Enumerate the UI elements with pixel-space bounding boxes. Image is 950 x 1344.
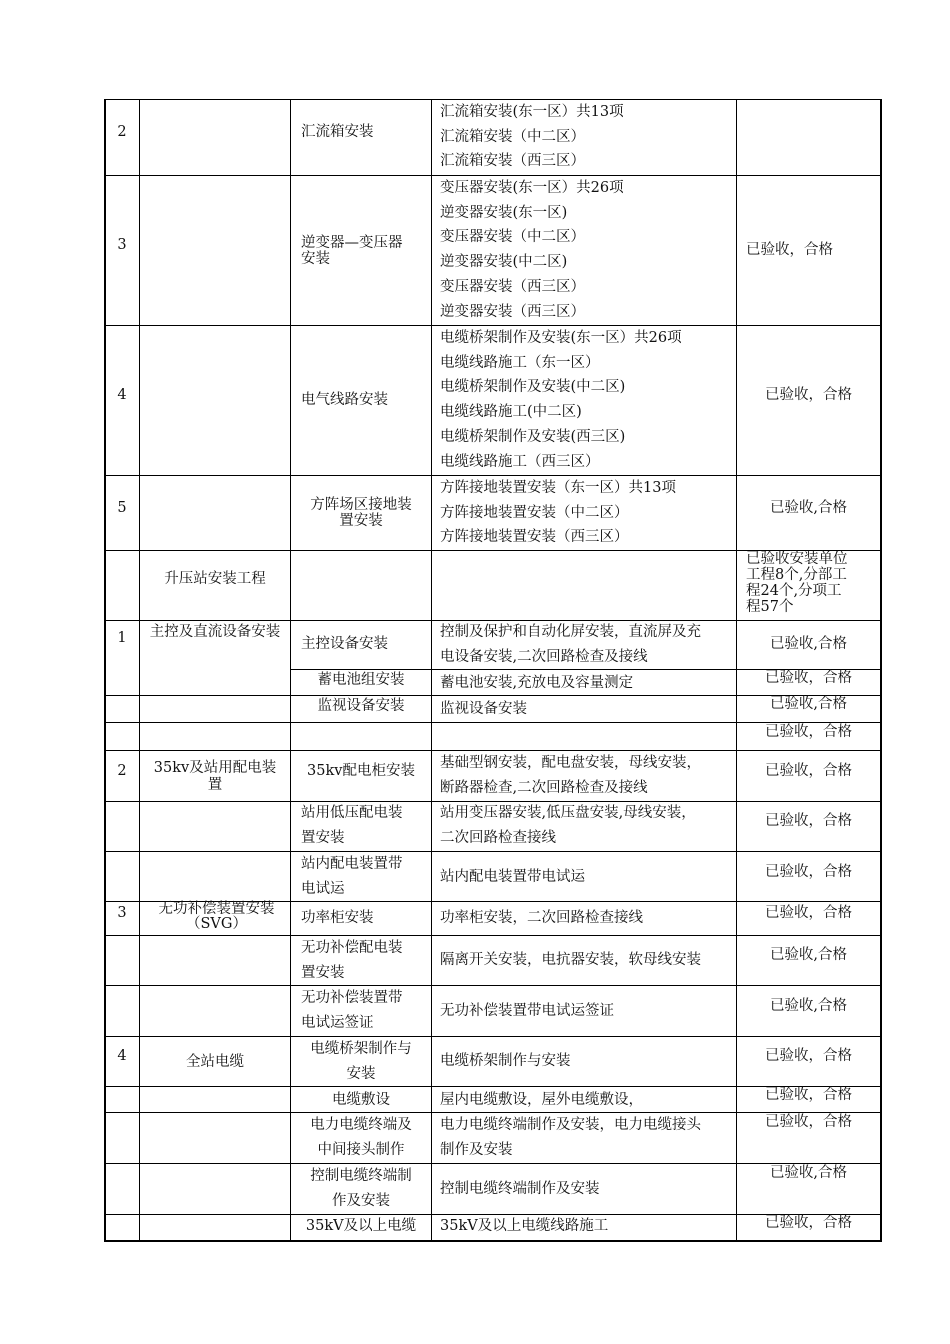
subitem-name: 35kV及以上电缆 bbox=[305, 1218, 417, 1234]
row-divider bbox=[104, 1036, 882, 1037]
item-category: 35kv及站用配电装置 bbox=[153, 760, 277, 793]
row-number: 4 bbox=[117, 387, 127, 403]
subitem-name: 站用低压配电装 置安装 bbox=[301, 805, 403, 846]
subitem-name: 电缆敷设 bbox=[332, 1092, 390, 1108]
acceptance-status: 已验收，合格 bbox=[765, 1087, 852, 1103]
item-content: 控制电缆终端制作及安装 bbox=[440, 1181, 600, 1197]
acceptance-status: 已验收,合格 bbox=[769, 947, 848, 963]
subitem-name: 无功补偿配电装 置安装 bbox=[301, 940, 403, 981]
subitem-name: 电力电缆终端及 中间接头制作 bbox=[310, 1117, 412, 1158]
subitem-name: 方阵场区接地装 置安装 bbox=[310, 497, 412, 529]
item-content: 电缆桥架制作及安装(东一区）共26项 电缆线路施工（东一区） 电缆桥架制作及安装(中二区) 电缆线路施工(中二区) 电缆桥架制作及安装(西三区) 电缆线路施工（西三区） bbox=[440, 330, 682, 470]
subitem-name: 逆变器—变压器 安装 bbox=[301, 235, 403, 267]
row-number: 4 bbox=[117, 1048, 127, 1064]
row-number: 3 bbox=[117, 905, 127, 921]
item-content: 电缆桥架制作与安装 bbox=[440, 1053, 571, 1069]
subitem-name: 汇流箱安装 bbox=[301, 124, 374, 140]
subitem-name: 功率柜安装 bbox=[301, 910, 374, 926]
subitem-name: 无功补偿装置带 电试运签证 bbox=[301, 990, 403, 1031]
row-divider bbox=[104, 985, 882, 986]
item-content: 蓄电池安装,充放电及容量测定 bbox=[440, 675, 634, 691]
item-content: 隔离开关安装，电抗器安装，软母线安装 bbox=[440, 952, 701, 968]
item-category: 主控及直流设备安装 bbox=[149, 624, 281, 640]
item-content: 监视设备安装 bbox=[440, 701, 527, 717]
acceptance-status: 已验收，合格 bbox=[765, 1114, 852, 1130]
row-number: 2 bbox=[117, 763, 127, 779]
acceptance-status: 已验收，合格 bbox=[765, 905, 852, 921]
subitem-name: 主控设备安装 bbox=[301, 636, 388, 652]
table-border-left bbox=[104, 99, 106, 1242]
item-category: 无功补偿装置安装（SVG） bbox=[158, 901, 275, 932]
acceptance-status: 已验收,合格 bbox=[769, 696, 848, 712]
acceptance-status: 已验收，合格 bbox=[765, 1048, 852, 1064]
subitem-name: 电缆桥架制作与 安装 bbox=[310, 1041, 412, 1082]
acceptance-status: 已验收，合格 bbox=[765, 670, 852, 686]
acceptance-status: 已验收，合格 bbox=[765, 724, 852, 740]
item-content: 汇流箱安装(东一区）共13项 汇流箱安装（中二区） 汇流箱安装（西三区） bbox=[440, 104, 624, 170]
row-divider bbox=[104, 851, 882, 852]
acceptance-status: 已验收，合格 bbox=[765, 763, 852, 779]
subitem-name: 控制电缆终端制 作及安装 bbox=[310, 1168, 412, 1209]
item-content: 功率柜安装，二次回路检查接线 bbox=[440, 910, 643, 926]
table-border-right bbox=[880, 99, 882, 1242]
acceptance-status: 已验收，合格 bbox=[765, 813, 852, 829]
item-content: 控制及保护和自动化屏安装，直流屏及充 电设备安装,二次回路检查及接线 bbox=[440, 624, 701, 665]
acceptance-status: 已验收,合格 bbox=[769, 500, 848, 516]
row-divider bbox=[104, 935, 882, 936]
row-number: 5 bbox=[117, 500, 127, 516]
acceptance-status: 已验收,合格 bbox=[769, 636, 848, 652]
acceptance-status: 已验收，合格 bbox=[765, 387, 852, 403]
row-number: 1 bbox=[117, 630, 127, 646]
acceptance-status: 已验收,合格 bbox=[769, 1165, 848, 1181]
item-content: 35kV及以上电缆线路施工 bbox=[440, 1218, 609, 1234]
item-content: 基础型钢安装，配电盘安装，母线安装， 断路器检查,二次回路检查及接线 bbox=[440, 755, 701, 796]
table-divider-col3 bbox=[431, 99, 432, 1242]
acceptance-summary: 已验收安装单位 工程8个,分部工 程24个,分项工 程57个 bbox=[746, 551, 848, 615]
row-number: 2 bbox=[117, 124, 127, 140]
subitem-name: 电气线路安装 bbox=[301, 392, 388, 408]
acceptance-status: 已验收,合格 bbox=[769, 998, 848, 1014]
table-border-bottom bbox=[104, 1240, 882, 1242]
section-title: 升压站安装工程 bbox=[164, 571, 266, 587]
item-content: 站内配电装置带电试运 bbox=[440, 869, 585, 885]
item-category: 全站电缆 bbox=[186, 1054, 244, 1070]
acceptance-status: 已验收，合格 bbox=[765, 1215, 852, 1231]
subitem-name: 监视设备安装 bbox=[317, 698, 405, 714]
item-content: 无功补偿装置带电试运签证 bbox=[440, 1003, 614, 1019]
subitem-name: 站内配电装置带 电试运 bbox=[301, 856, 403, 897]
subitem-name: 35kv配电柜安装 bbox=[307, 763, 415, 779]
row-number: 3 bbox=[117, 237, 127, 253]
acceptance-status: 已验收，合格 bbox=[765, 864, 852, 880]
item-content: 站用变压器安装,低压盘安装,母线安装， 二次回路检查接线 bbox=[440, 805, 696, 846]
subitem-name: 蓄电池组安装 bbox=[317, 672, 405, 688]
acceptance-status: 已验收，合格 bbox=[746, 242, 833, 258]
item-content: 电力电缆终端制作及安装，电力电缆接头 制作及安装 bbox=[440, 1117, 701, 1158]
item-content: 方阵接地装置安装（东一区）共13项 方阵接地装置安装（中二区） 方阵接地装置安装（西三区） bbox=[440, 480, 676, 546]
item-content: 屋内电缆敷设，屋外电缆敷设， bbox=[440, 1092, 643, 1108]
item-content: 变压器安装(东一区）共26项 逆变器安装(东一区) 变压器安装（中二区） 逆变器安装(中二区) 变压器安装（西三区） 逆变器安装（西三区） bbox=[440, 180, 624, 320]
